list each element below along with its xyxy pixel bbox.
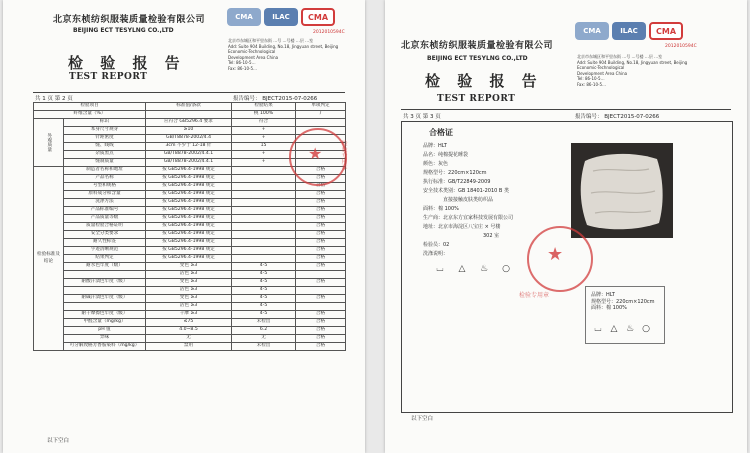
cell-value: 15 <box>232 143 296 151</box>
group-label-cell: 检验标准及结论 <box>34 167 64 351</box>
cell-value: + <box>232 127 296 135</box>
cell-value: 合格 <box>296 183 346 191</box>
stamp-star-icon: ★ <box>308 144 323 163</box>
report-title-cn: 检 验 报 告 <box>68 54 186 72</box>
divider <box>401 109 731 110</box>
cell-item: 字迹清晰规范 <box>64 247 146 255</box>
cma-logo-icon: CMA <box>649 22 683 40</box>
cell-item: 洗涤方法 <box>64 199 146 207</box>
cell-value: 沾色 ≥3 <box>146 303 232 311</box>
cert-line: 品名：纯棉提花睡袋 <box>423 152 469 158</box>
dry-clean-icon: ○ <box>502 264 510 274</box>
cell-value: 按 GB5296.4-1998 规定 <box>146 175 232 183</box>
no-bleach-icon: △ <box>458 264 466 274</box>
ilac-logo-icon: ILAC <box>264 8 298 26</box>
cell-value: 合格 <box>296 335 346 343</box>
cell-value: 桃 100% <box>232 111 296 119</box>
header-cell: 检验项目 <box>34 103 146 111</box>
address-line: Fax: 86-10-5… <box>228 65 257 71</box>
header-cell: 单项判定 <box>296 103 346 111</box>
cell-value: 沾色 ≥3 <box>146 287 232 295</box>
cell-value: 合格 <box>296 207 346 215</box>
cell-value <box>232 183 296 191</box>
cert-line: 洗涤说明： <box>423 251 449 257</box>
cell-value: 按 GB5296.4-1998 规定 <box>146 255 232 263</box>
wash-tub-icon: ⌴ <box>594 324 602 334</box>
stamp-star-icon: ★ <box>547 244 564 265</box>
cell-value <box>232 175 296 183</box>
cell-item: 纤维含量（%） <box>34 111 146 119</box>
cert-line: 直接接触皮肤类纺织品 <box>443 197 494 203</box>
cell-value: 合格 <box>296 199 346 207</box>
cell-value: 合格 <box>296 167 346 175</box>
cell-item: 耐碱汗渍色牢度（级） <box>64 295 146 303</box>
cell-value: 无 <box>146 335 232 343</box>
company-address <box>228 38 358 71</box>
cell-item: 质量检验合格证明 <box>64 223 146 231</box>
cell-value: 合格 <box>296 191 346 199</box>
dry-clean-icon: ○ <box>642 324 650 334</box>
certificate-details <box>423 142 513 259</box>
report-number: 报告编号： BJECT2015-07-0266 <box>575 114 660 120</box>
address-line: Fax: 86-10-5… <box>577 81 606 87</box>
table-row <box>34 263 346 271</box>
cell-value: 合格 <box>296 255 346 263</box>
divider <box>33 92 345 93</box>
cert-line: 面料：棉 100% <box>423 206 459 212</box>
report-number: 报告编号： BJECT2015-07-0266 <box>233 96 318 102</box>
cell-item: 针距密度 <box>64 135 146 143</box>
cell-value: 4-5 <box>232 287 296 295</box>
cell-value: 3cm 不少于 12-18 针 <box>146 143 232 151</box>
cert-line: 规格型号：220cm×120cm <box>423 170 487 176</box>
table-row <box>34 343 346 351</box>
table-row <box>34 247 346 255</box>
cell-value: 4-5 <box>232 311 296 319</box>
cell-value: 4.0~8.5 <box>146 327 232 335</box>
cert-logos <box>575 22 683 40</box>
cell-item: 原料成分和含量 <box>64 191 146 199</box>
cell-item: 可分解致癌芳香胺染料（mg/kg） <box>64 343 146 351</box>
cell-value: 合格 <box>296 295 346 303</box>
iron-icon: ♨ <box>479 264 489 274</box>
table-row <box>34 231 346 239</box>
cell-value: + <box>232 159 296 167</box>
report-title-en: TEST REPORT <box>69 72 148 82</box>
table-row <box>34 223 346 231</box>
cell-value: 沾色 ≥3 <box>146 271 232 279</box>
table-row <box>34 303 346 311</box>
label-line: 品牌：HLT <box>591 292 615 298</box>
address-line: 北京市东城区和平里东街 …号 …号楼 …层 …室 <box>228 38 314 43</box>
table-row <box>34 191 346 199</box>
cell-value <box>232 199 296 207</box>
cell-value: 合格 <box>296 279 346 287</box>
cell-item: 标识 <box>64 119 146 127</box>
cell-value <box>232 215 296 223</box>
cell-item: 产品标准编号 <box>64 207 146 215</box>
address-line: Economic-Technological <box>577 65 625 70</box>
cell-item: 缝制质量 <box>64 159 146 167</box>
cell-value: 4-5 <box>232 279 296 287</box>
cell-value: 合格 <box>296 223 346 231</box>
cell-value <box>296 287 346 295</box>
table-row <box>34 183 346 191</box>
cell-value: 合格 <box>296 311 346 319</box>
table-row <box>34 319 346 327</box>
address-line: 北京市东城区和平里东街 …号 …号楼 …层 …室 <box>577 54 663 59</box>
cell-value: 变色 ≥3 <box>146 279 232 287</box>
table-row <box>34 287 346 295</box>
address-line: Tel: 86-10-5… <box>228 60 256 65</box>
end-note: 以下空白 <box>47 438 70 444</box>
cell-value: 未检出 <box>232 319 296 327</box>
cell-value: 按 GB5296.4-1998 规定 <box>146 199 232 207</box>
logo-caption: 2012010594C <box>665 44 697 49</box>
cert-logos <box>227 8 335 26</box>
sewn-label-text <box>591 292 655 312</box>
cell-value: 按 GB5296.4-1998 规定 <box>146 167 232 175</box>
wash-tub-icon: ⌴ <box>436 264 444 274</box>
cell-value <box>232 167 296 175</box>
end-note: 以下空白 <box>411 416 434 422</box>
cell-item: pH 值 <box>64 327 146 335</box>
report-page-right <box>385 0 747 453</box>
cell-value: 4-5 <box>232 295 296 303</box>
certificate-title: 合格证 <box>429 128 453 137</box>
cma-logo-icon: CMA <box>301 8 335 26</box>
stamp-text: 检验专用章 <box>519 292 550 299</box>
address-line: Add: Suite 904 Building, No.18, Jingyuan street, Beijing <box>577 59 688 65</box>
label-care-icons <box>591 324 653 334</box>
group-label-cell: 外观质量 <box>34 119 64 167</box>
cell-value: 按 GB5296.4-1998 规定 <box>146 239 232 247</box>
label-line: 规格型号：220cm×120cm <box>591 298 655 305</box>
cell-value: 4-5 <box>232 263 296 271</box>
cell-value: + <box>232 135 296 143</box>
cell-item: 杂质黑点 <box>64 151 146 159</box>
care-icons-row <box>433 264 513 274</box>
report-page-left <box>3 0 365 453</box>
table-row <box>34 271 346 279</box>
cert-line: 检验员：02 <box>423 242 450 248</box>
product-photo <box>571 143 673 238</box>
cell-value <box>146 111 232 119</box>
cell-value: 4-5 <box>232 271 296 279</box>
cell-value <box>296 119 346 127</box>
iron-icon: ♨ <box>625 324 635 334</box>
cell-item <box>64 303 146 311</box>
cell-item: 耐水色牢度（级） <box>64 263 146 271</box>
cell-value: GB/T8878-2002/4.4.1 <box>146 159 232 167</box>
table-row <box>34 215 346 223</box>
cell-value: 按 GB5296.4-1998 规定 <box>146 223 232 231</box>
cell-value <box>232 239 296 247</box>
table-row <box>34 255 346 263</box>
cell-value: 禁用 <box>146 343 232 351</box>
cell-item: 结果判定 <box>64 255 146 263</box>
cell-item: 甲醛含量（mg/kg） <box>64 319 146 327</box>
cell-value <box>232 223 296 231</box>
page-info: 共 3 页 第 3 页 <box>403 114 441 120</box>
stamp-text: 检验专用章 <box>340 140 347 170</box>
cell-item <box>64 271 146 279</box>
cell-item: 产品质量等级 <box>64 215 146 223</box>
cell-item: 本身尺寸规芽 <box>64 127 146 135</box>
cell-value: 合格 <box>296 239 346 247</box>
table-row <box>34 279 346 287</box>
cell-item: 耐干摩擦色牢度（级） <box>64 311 146 319</box>
cell-value <box>296 303 346 311</box>
table-row <box>34 119 346 127</box>
cell-value: 合格 <box>296 247 346 255</box>
company-name-cn: 北京东桢纺织服装质量检验有限公司 <box>53 15 206 25</box>
address-line: Tel: 86-10-5… <box>577 76 605 81</box>
cert-line: 生产商：北京东方宜家科技发展有限公司 <box>423 215 514 221</box>
cert-line: 执行标准：GB/T22849-2009 <box>423 179 491 185</box>
cell-value: 按 GB5296.4-1998 规定 <box>146 183 232 191</box>
address-line: Economic-Technological <box>228 49 276 54</box>
cell-value: 4-5 <box>232 303 296 311</box>
cell-item: 制造者名称和地址 <box>64 167 146 175</box>
cell-value: 干摩 ≥3 <box>146 311 232 319</box>
cnas-logo-icon: CMA <box>575 22 609 40</box>
label-line: 面料：棉 100% <box>591 305 627 311</box>
cell-value: 变色 ≥3 <box>146 295 232 303</box>
address-line: Development Area China <box>228 54 279 60</box>
cell-value: 合格 <box>296 231 346 239</box>
cell-value: / <box>296 111 346 119</box>
ilac-logo-icon: ILAC <box>612 22 646 40</box>
cell-value: 应符合 GB5296.4 要求 <box>146 119 232 127</box>
table-row <box>34 199 346 207</box>
address-line: Development Area China <box>577 70 628 76</box>
table-row <box>34 127 346 135</box>
cnas-logo-icon: CMA <box>227 8 261 26</box>
cell-value: 合格 <box>296 343 346 351</box>
cell-value: 按 GB5296.4-1998 规定 <box>146 215 232 223</box>
company-name-cn: 北京东桢纺织服装质量检验有限公司 <box>401 41 554 51</box>
cert-line: 颜色：灰色 <box>423 161 449 167</box>
cell-item: 缝、线线 <box>64 143 146 151</box>
cell-value: ≥10 <box>146 127 232 135</box>
cert-line: 地址：北京市海淀区八宝庄 × 号楼 <box>423 224 501 230</box>
cert-line: 品牌：HLT <box>423 143 447 149</box>
no-bleach-icon: △ <box>610 324 618 334</box>
cell-value: 合格 <box>296 327 346 335</box>
cell-item: 耐酸汗渍色牢度（级） <box>64 279 146 287</box>
cell-value: + <box>232 151 296 159</box>
cell-value: GB/T8878-2002/4.4.1 <box>146 151 232 159</box>
table-row <box>34 207 346 215</box>
cert-line: 302 室 <box>483 233 500 239</box>
cell-value: 符合 <box>232 119 296 127</box>
cell-value: 未检出 <box>232 343 296 351</box>
cell-value: 按 GB5296.4-1998 规定 <box>146 191 232 199</box>
table-row <box>34 327 346 335</box>
cell-value: 无 <box>232 335 296 343</box>
table-header-row <box>34 103 346 111</box>
cell-value: GB/T8878-2002/4.4 <box>146 135 232 143</box>
cell-value <box>296 271 346 279</box>
cell-item: 耐久性标签 <box>64 239 146 247</box>
cell-value <box>232 255 296 263</box>
header-cell: 检验结果 <box>232 103 296 111</box>
cell-value: ≤75 <box>146 319 232 327</box>
table-row <box>34 111 346 119</box>
cell-item: 产品名称 <box>64 175 146 183</box>
header-cell: 标准值/条款 <box>146 103 232 111</box>
cell-item: 安全分类要求 <box>64 231 146 239</box>
cell-value: 按 GB5296.4-1998 规定 <box>146 247 232 255</box>
company-name-en: BEIJING ECT TESYLNG CO.,LTD <box>427 55 528 62</box>
report-title-en: TEST REPORT <box>437 94 516 104</box>
cell-item: 异味 <box>64 335 146 343</box>
cell-item <box>64 287 146 295</box>
cell-value: 按 GB5296.4-1998 规定 <box>146 207 232 215</box>
table-row <box>34 295 346 303</box>
table-row <box>34 311 346 319</box>
cert-line: 安全技术类别：GB 18401-2010 B 类 <box>423 188 509 194</box>
cell-value: 合格 <box>296 319 346 327</box>
company-address <box>577 54 702 87</box>
cell-value <box>232 191 296 199</box>
cell-value: 合格 <box>296 215 346 223</box>
cell-value: 合格 <box>296 263 346 271</box>
report-title-cn: 检 验 报 告 <box>425 72 543 90</box>
cell-value: 按 GB5296.4-1998 规定 <box>146 231 232 239</box>
cell-value: 6.2 <box>232 327 296 335</box>
cell-value: 变色 ≥3 <box>146 263 232 271</box>
page-info: 共 1 页 第 2 页 <box>35 96 73 102</box>
company-name-en: BEIJING ECT TESYLNG CO.,LTD <box>73 27 174 34</box>
address-line: Add: Suite 904 Building, No.18, Jingyuan street, Beijing <box>228 43 339 49</box>
cell-value <box>232 207 296 215</box>
cell-value: 合格 <box>296 175 346 183</box>
cell-value <box>232 231 296 239</box>
logo-caption: 2012010594C <box>313 30 345 35</box>
cell-item: 号型和规格 <box>64 183 146 191</box>
table-row <box>34 239 346 247</box>
table-row <box>34 335 346 343</box>
cell-value <box>232 247 296 255</box>
